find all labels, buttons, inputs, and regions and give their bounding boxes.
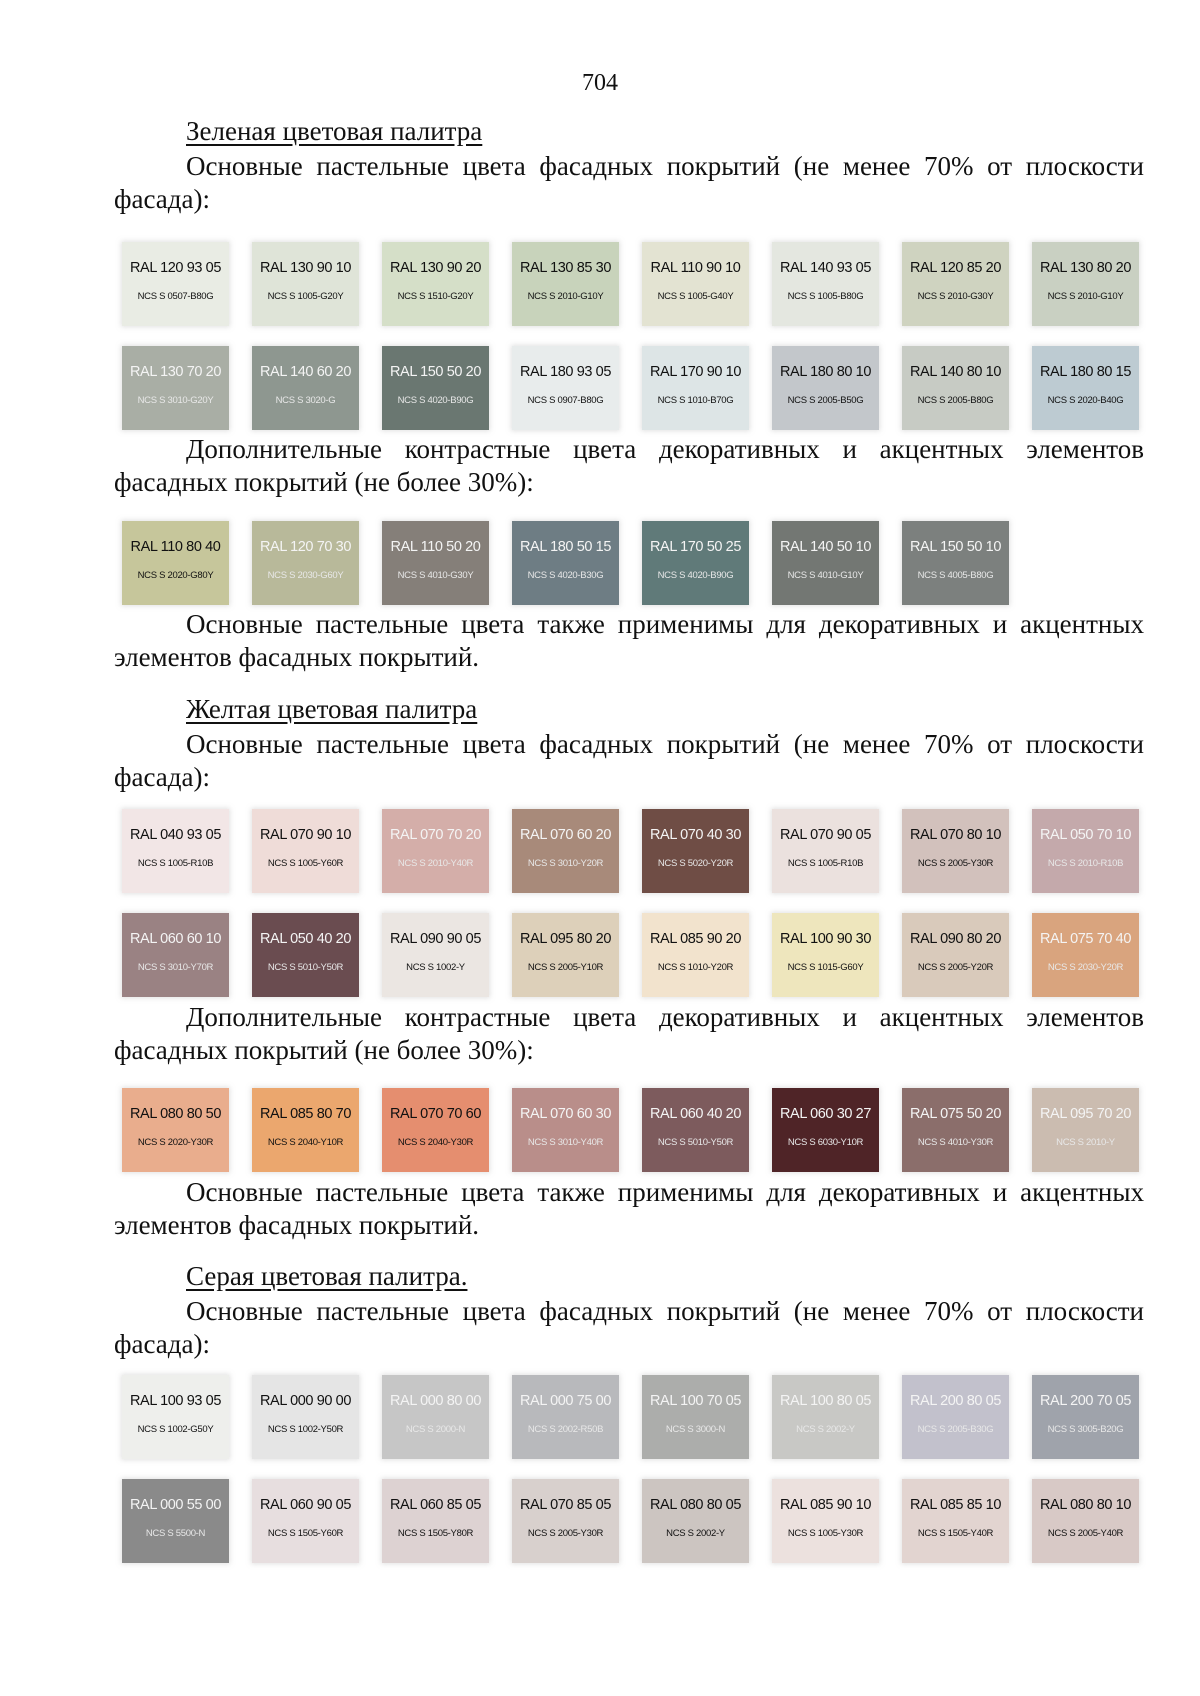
ral-code: RAL 100 70 05 — [649, 1393, 741, 1409]
ral-code: RAL 180 80 10 — [779, 364, 871, 380]
ral-code: RAL 180 50 15 — [519, 539, 611, 555]
ral-code: RAL 040 93 05 — [129, 827, 221, 843]
ncs-code: NCS S 1005-R10B — [787, 858, 864, 869]
ral-code: RAL 100 93 05 — [129, 1393, 221, 1409]
ral-code: RAL 060 60 10 — [129, 931, 221, 947]
ncs-code: NCS S 2005-B30G — [917, 1424, 994, 1435]
ral-code: RAL 060 30 27 — [779, 1106, 871, 1122]
ncs-code: NCS S 1005-Y60R — [267, 858, 344, 869]
color-swatch — [902, 913, 1009, 997]
ral-code: RAL 130 90 20 — [389, 260, 481, 276]
ral-code: RAL 070 40 30 — [649, 827, 741, 843]
ral-code: RAL 180 93 05 — [519, 364, 611, 380]
color-swatch — [902, 1088, 1009, 1172]
paragraph-green-note: Основные пастельные цвета также применимы для декоративных и акцентных элементов фасадных покрытий. — [114, 609, 1144, 672]
ncs-code: NCS S 2010-R10B — [1047, 858, 1124, 869]
ncs-code: NCS S 2010-G10Y — [1047, 291, 1124, 302]
ral-code: RAL 075 70 40 — [1039, 931, 1131, 947]
ncs-code: NCS S 5500-N — [145, 1528, 206, 1539]
ncs-code: NCS S 1505-Y80R — [397, 1528, 474, 1539]
ncs-code: NCS S 2020-G80Y — [137, 570, 214, 581]
color-swatch — [122, 913, 229, 997]
ral-code: RAL 050 40 20 — [259, 931, 351, 947]
ncs-code: NCS S 4010-G10Y — [787, 570, 864, 581]
color-swatch — [382, 809, 489, 893]
color-swatch — [122, 521, 229, 605]
ncs-code: NCS S 1010-B70G — [657, 395, 734, 406]
paragraph-yellow-note: Основные пастельные цвета также применимы для декоративных и акцентных элементов фасадных покрытий. — [114, 1177, 1144, 1240]
color-swatch — [642, 242, 749, 326]
color-swatch — [512, 346, 619, 430]
color-swatch — [772, 242, 879, 326]
ral-code: RAL 000 80 00 — [389, 1393, 481, 1409]
color-swatch — [382, 1375, 489, 1459]
ncs-code: NCS S 4020-B90G — [657, 570, 734, 581]
ral-code: RAL 085 85 10 — [909, 1497, 1001, 1513]
ral-code: RAL 060 85 05 — [389, 1497, 481, 1513]
paragraph-yellow-main: Основные пастельные цвета фасадных покрытий (не менее 70% от плоскости фасада): — [114, 729, 1144, 792]
ral-code: RAL 120 93 05 — [129, 260, 221, 276]
ncs-code: NCS S 1005-G20Y — [267, 291, 344, 302]
ncs-code: NCS S 2000-N — [405, 1424, 466, 1435]
ral-code: RAL 140 93 05 — [779, 260, 871, 276]
ral-code: RAL 140 80 10 — [909, 364, 1001, 380]
ral-code: RAL 140 60 20 — [259, 364, 351, 380]
color-swatch — [1032, 1479, 1139, 1563]
ral-code: RAL 180 80 15 — [1039, 364, 1131, 380]
ral-code: RAL 085 90 20 — [649, 931, 741, 947]
ral-code: RAL 120 85 20 — [909, 260, 1001, 276]
color-swatch — [382, 242, 489, 326]
color-swatch — [382, 521, 489, 605]
color-swatch — [512, 1088, 619, 1172]
ncs-code: NCS S 5010-Y50R — [657, 1137, 734, 1148]
color-swatch — [512, 1375, 619, 1459]
ral-code: RAL 090 80 20 — [909, 931, 1001, 947]
ral-code: RAL 200 80 05 — [909, 1393, 1001, 1409]
ral-code: RAL 100 90 30 — [779, 931, 871, 947]
color-swatch — [1032, 809, 1139, 893]
ral-code: RAL 130 85 30 — [519, 260, 611, 276]
color-swatch — [642, 1479, 749, 1563]
paragraph-green-extra: Дополнительные контрастные цвета декоративных и акцентных элементов фасадных покрытий (не более 30%): — [114, 434, 1144, 497]
color-swatch — [772, 809, 879, 893]
color-swatch — [122, 1479, 229, 1563]
color-swatch — [512, 913, 619, 997]
color-swatch — [772, 1479, 879, 1563]
ral-code: RAL 095 70 20 — [1039, 1106, 1131, 1122]
ncs-code: NCS S 3010-Y70R — [137, 962, 214, 973]
ncs-code: NCS S 1010-Y20R — [657, 962, 734, 973]
color-swatch — [122, 242, 229, 326]
ral-code: RAL 060 90 05 — [259, 1497, 351, 1513]
ral-code: RAL 070 80 10 — [909, 827, 1001, 843]
color-swatch — [1032, 242, 1139, 326]
color-swatch — [642, 809, 749, 893]
color-swatch — [252, 521, 359, 605]
ncs-code: NCS S 2040-Y10R — [267, 1137, 344, 1148]
ncs-code: NCS S 2005-Y40R — [1047, 1528, 1124, 1539]
color-swatch — [902, 521, 1009, 605]
ncs-code: NCS S 4010-G30Y — [397, 570, 474, 581]
color-swatch — [252, 913, 359, 997]
color-swatch — [252, 1479, 359, 1563]
ncs-code: NCS S 1505-Y60R — [267, 1528, 344, 1539]
ral-code: RAL 070 60 20 — [519, 827, 611, 843]
color-swatch — [382, 1088, 489, 1172]
color-swatch — [642, 913, 749, 997]
ncs-code: NCS S 2002-Y — [796, 1424, 855, 1435]
ncs-code: NCS S 4020-B30G — [527, 570, 604, 581]
color-swatch — [122, 809, 229, 893]
color-swatch — [252, 346, 359, 430]
color-swatch — [1032, 913, 1139, 997]
color-swatch — [252, 242, 359, 326]
ncs-code: NCS S 0907-B80G — [527, 395, 604, 406]
ncs-code: NCS S 2005-Y20R — [917, 962, 994, 973]
color-swatch — [382, 913, 489, 997]
ral-code: RAL 130 80 20 — [1039, 260, 1131, 276]
ncs-code: NCS S 2005-Y10R — [527, 962, 604, 973]
ral-code: RAL 085 80 70 — [259, 1106, 351, 1122]
ncs-code: NCS S 2020-B40G — [1047, 395, 1124, 406]
section-heading-green: Зеленая цветовая палитра — [186, 116, 483, 146]
ral-code: RAL 200 70 05 — [1039, 1393, 1131, 1409]
ral-code: RAL 095 80 20 — [519, 931, 611, 947]
ncs-code: NCS S 5010-Y50R — [267, 962, 344, 973]
ncs-code: NCS S 1510-G20Y — [397, 291, 474, 302]
color-swatch — [382, 346, 489, 430]
ncs-code: NCS S 4010-Y30R — [917, 1137, 994, 1148]
ral-code: RAL 120 70 30 — [259, 539, 351, 555]
color-swatch — [252, 1375, 359, 1459]
color-swatch — [902, 242, 1009, 326]
ral-code: RAL 080 80 05 — [649, 1497, 741, 1513]
ral-code: RAL 090 90 05 — [389, 931, 481, 947]
ral-code: RAL 170 50 25 — [649, 539, 741, 555]
ral-code: RAL 130 90 10 — [259, 260, 351, 276]
color-swatch — [772, 346, 879, 430]
ral-code: RAL 150 50 10 — [909, 539, 1001, 555]
ncs-code: NCS S 1005-R10B — [137, 858, 214, 869]
ncs-code: NCS S 1005-G40Y — [657, 291, 734, 302]
ncs-code: NCS S 2030-Y20R — [1047, 962, 1124, 973]
ncs-code: NCS S 2002-Y — [666, 1528, 725, 1539]
ral-code: RAL 140 50 10 — [779, 539, 871, 555]
ncs-code: NCS S 3010-Y40R — [527, 1137, 604, 1148]
ncs-code: NCS S 3020-G — [275, 395, 336, 406]
color-swatch — [1032, 346, 1139, 430]
ncs-code: NCS S 2005-Y30R — [527, 1528, 604, 1539]
ral-code: RAL 085 90 10 — [779, 1497, 871, 1513]
ncs-code: NCS S 0507-B80G — [137, 291, 214, 302]
color-swatch — [642, 1088, 749, 1172]
ncs-code: NCS S 2030-G60Y — [267, 570, 344, 581]
ncs-code: NCS S 1505-Y40R — [917, 1528, 994, 1539]
page-number: 704 — [582, 70, 618, 96]
color-swatch — [642, 346, 749, 430]
color-swatch — [512, 242, 619, 326]
color-swatch — [252, 1088, 359, 1172]
ncs-code: NCS S 1002-Y50R — [267, 1424, 344, 1435]
color-swatch — [902, 809, 1009, 893]
ncs-code: NCS S 3005-B20G — [1047, 1424, 1124, 1435]
ncs-code: NCS S 5020-Y20R — [657, 858, 734, 869]
color-swatch — [642, 1375, 749, 1459]
ncs-code: NCS S 1015-G60Y — [787, 962, 864, 973]
section-heading-gray: Серая цветовая палитра. — [186, 1261, 468, 1291]
ncs-code: NCS S 2010-Y40R — [397, 858, 474, 869]
ncs-code: NCS S 4020-B90G — [397, 395, 474, 406]
ncs-code: NCS S 3010-Y20R — [527, 858, 604, 869]
color-swatch — [902, 346, 1009, 430]
ral-code: RAL 130 70 20 — [129, 364, 221, 380]
color-swatch — [122, 346, 229, 430]
ral-code: RAL 110 50 20 — [390, 539, 481, 555]
ncs-code: NCS S 1005-Y30R — [787, 1528, 864, 1539]
ral-code: RAL 170 90 10 — [649, 364, 741, 380]
ncs-code: NCS S 2040-Y30R — [397, 1137, 474, 1148]
ral-code: RAL 000 90 00 — [259, 1393, 351, 1409]
ral-code: RAL 070 90 05 — [779, 827, 871, 843]
color-swatch — [1032, 1088, 1139, 1172]
ncs-code: NCS S 2010-G10Y — [527, 291, 604, 302]
color-swatch — [512, 809, 619, 893]
ral-code: RAL 110 80 40 — [130, 539, 221, 555]
color-swatch — [772, 913, 879, 997]
color-swatch — [512, 1479, 619, 1563]
color-swatch — [772, 1375, 879, 1459]
ncs-code: NCS S 1005-B80G — [787, 291, 864, 302]
color-swatch — [252, 809, 359, 893]
color-swatch — [772, 521, 879, 605]
ral-code: RAL 000 75 00 — [519, 1393, 611, 1409]
ncs-code: NCS S 2005-B80G — [917, 395, 994, 406]
paragraph-yellow-extra: Дополнительные контрастные цвета декоративных и акцентных элементов фасадных покрытий (не более 30%): — [114, 1002, 1144, 1065]
ncs-code: NCS S 3000-N — [665, 1424, 726, 1435]
ncs-code: NCS S 2002-R50B — [527, 1424, 604, 1435]
color-swatch — [902, 1375, 1009, 1459]
ral-code: RAL 070 70 60 — [389, 1106, 481, 1122]
color-swatch — [122, 1088, 229, 1172]
ral-code: RAL 000 55 00 — [129, 1497, 221, 1513]
color-swatch — [512, 521, 619, 605]
ral-code: RAL 080 80 50 — [129, 1106, 221, 1122]
color-swatch — [642, 521, 749, 605]
ncs-code: NCS S 1002-G50Y — [137, 1424, 214, 1435]
ral-code: RAL 075 50 20 — [909, 1106, 1001, 1122]
ral-code: RAL 110 90 10 — [650, 260, 741, 276]
ncs-code: NCS S 2005-B50G — [787, 395, 864, 406]
ral-code: RAL 080 80 10 — [1039, 1497, 1131, 1513]
ncs-code: NCS S 4005-B80G — [917, 570, 994, 581]
color-swatch — [382, 1479, 489, 1563]
paragraph-gray-main: Основные пастельные цвета фасадных покрытий (не менее 70% от плоскости фасада): — [114, 1296, 1144, 1359]
ncs-code: NCS S 2010-Y — [1056, 1137, 1115, 1148]
ncs-code: NCS S 1002-Y — [406, 962, 465, 973]
color-swatch — [1032, 1375, 1139, 1459]
ral-code: RAL 070 90 10 — [259, 827, 351, 843]
section-heading-yellow: Желтая цветовая палитра — [186, 694, 478, 724]
color-swatch — [122, 1375, 229, 1459]
ral-code: RAL 070 60 30 — [519, 1106, 611, 1122]
ral-code: RAL 050 70 10 — [1039, 827, 1131, 843]
ral-code: RAL 060 40 20 — [649, 1106, 741, 1122]
ncs-code: NCS S 2005-Y30R — [917, 858, 994, 869]
ral-code: RAL 150 50 20 — [389, 364, 481, 380]
ral-code: RAL 100 80 05 — [779, 1393, 871, 1409]
ncs-code: NCS S 3010-G20Y — [137, 395, 214, 406]
ral-code: RAL 070 70 20 — [389, 827, 481, 843]
ncs-code: NCS S 6030-Y10R — [787, 1137, 864, 1148]
color-swatch — [902, 1479, 1009, 1563]
ncs-code: NCS S 2020-Y30R — [137, 1137, 214, 1148]
color-swatch — [772, 1088, 879, 1172]
ncs-code: NCS S 2010-G30Y — [917, 291, 994, 302]
ral-code: RAL 070 85 05 — [519, 1497, 611, 1513]
paragraph-green-main: Основные пастельные цвета фасадных покрытий (не менее 70% от плоскости фасада): — [114, 151, 1144, 214]
